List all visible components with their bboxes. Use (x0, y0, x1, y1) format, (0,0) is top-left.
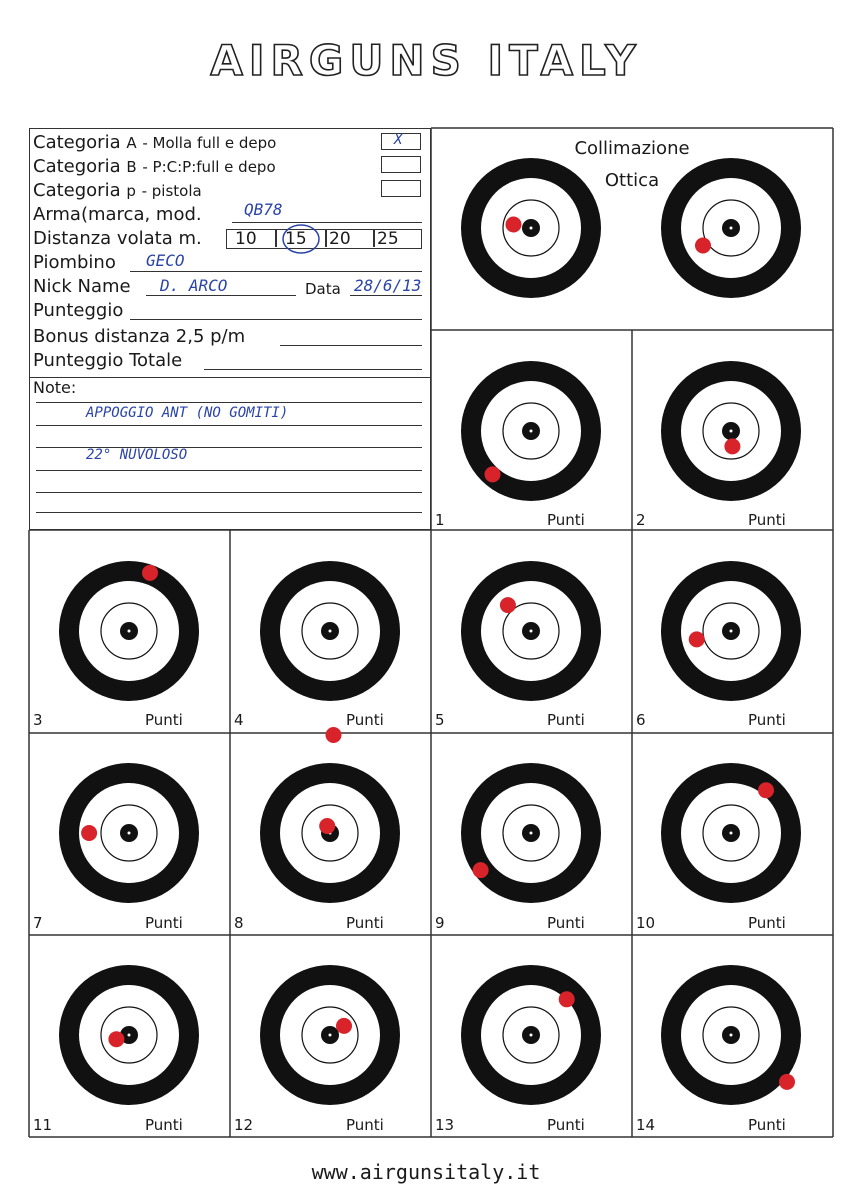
points-label: Punti (145, 711, 183, 729)
points-label: Punti (346, 1116, 384, 1134)
stray-shot-hit (326, 727, 342, 743)
points-label: Punti (748, 1116, 786, 1134)
target-number: 4 (234, 711, 244, 729)
shot-hit (724, 438, 740, 454)
categoria-label: Categoria (33, 180, 121, 201)
target-center-dot (730, 630, 733, 633)
ottica-title: Ottica (604, 170, 660, 191)
target-number: 12 (234, 1116, 254, 1134)
target-center-dot (530, 1034, 533, 1037)
cat-b-text: - P:C:P:full e depo (142, 158, 276, 176)
target-center-dot (329, 1034, 332, 1037)
target-number: 6 (636, 711, 646, 729)
target-center-dot (530, 630, 533, 633)
points-label: Punti (748, 511, 786, 529)
target-center-dot (730, 227, 733, 230)
cat-p-text: - pistola (141, 182, 202, 200)
shot-hit (559, 991, 575, 1007)
points-label: Punti (346, 711, 384, 729)
score-target (59, 763, 199, 903)
distance-20[interactable]: 20 (329, 229, 351, 249)
sighting-target (461, 158, 601, 298)
points-label: Punti (547, 711, 585, 729)
shot-hit (779, 1074, 795, 1090)
target-number: 13 (435, 1116, 455, 1134)
logo-title: AIRGUNS ITALY (210, 36, 642, 85)
piombino-value[interactable]: GECO (146, 251, 185, 270)
piombino-label: Piombino (33, 252, 116, 273)
target-number: 3 (33, 711, 43, 729)
totale-label: Punteggio Totale (33, 350, 183, 371)
cat-a-mark: X (394, 132, 403, 148)
categoria-label: Categoria (33, 156, 121, 177)
target-number: 8 (234, 914, 244, 932)
punteggio-label: Punteggio (33, 300, 124, 321)
footer-url[interactable]: www.airgunsitaly.it (311, 1160, 541, 1184)
points-label: Punti (346, 914, 384, 932)
score-target (461, 763, 601, 903)
target-center-dot (530, 832, 533, 835)
nick-label: Nick Name (33, 276, 131, 297)
points-label: Punti (748, 711, 786, 729)
shot-hit (473, 862, 489, 878)
target-number: 1 (435, 511, 445, 529)
cat-a-text: - Molla full e depo (142, 134, 277, 152)
points-label: Punti (145, 914, 183, 932)
score-target (461, 561, 601, 701)
note-line-1[interactable]: APPOGGIO ANT (NO GOMITI) (86, 405, 289, 421)
target-number: 10 (636, 914, 656, 932)
data-label: Data (305, 280, 341, 298)
sighting-hit (506, 217, 522, 233)
score-target (59, 561, 199, 701)
shot-hit (485, 466, 501, 482)
arma-value[interactable]: QB78 (244, 200, 283, 219)
target-center-dot (128, 832, 131, 835)
note-label: Note: (33, 378, 77, 397)
points-label: Punti (547, 511, 585, 529)
target-center-dot (329, 630, 332, 633)
score-target (661, 361, 801, 501)
distanza-label: Distanza volata m. (33, 228, 202, 249)
target-number: 5 (435, 711, 445, 729)
target-center-dot (128, 630, 131, 633)
cat-p-letter: p (126, 182, 136, 200)
sighting-hit (695, 238, 711, 254)
shot-hit (108, 1031, 124, 1047)
points-label: Punti (145, 1116, 183, 1134)
data-value[interactable]: 28/6/13 (354, 276, 422, 295)
target-center-dot (730, 430, 733, 433)
target-number: 11 (33, 1116, 53, 1134)
distance-15[interactable]: 15 (285, 229, 307, 249)
note-line-2[interactable]: 22° NUVOLOSO (86, 447, 188, 463)
target-number: 7 (33, 914, 43, 932)
target-center-dot (530, 430, 533, 433)
score-target (661, 763, 801, 903)
distance-25[interactable]: 25 (377, 229, 399, 249)
target-number: 14 (636, 1116, 656, 1134)
shot-hit (142, 565, 158, 581)
categoria-label: Categoria (33, 132, 121, 153)
arma-label: Arma(marca, mod. (33, 204, 202, 225)
sighting-target (661, 158, 801, 298)
target-center-dot (730, 1034, 733, 1037)
shot-hit (81, 825, 97, 841)
points-label: Punti (547, 914, 585, 932)
bonus-label: Bonus distanza 2,5 p/m (33, 326, 246, 347)
score-target (461, 965, 601, 1105)
shot-hit (319, 818, 335, 834)
points-label: Punti (748, 914, 786, 932)
score-target (661, 561, 801, 701)
score-target (59, 965, 199, 1105)
distance-10[interactable]: 10 (235, 229, 257, 249)
target-center-dot (530, 227, 533, 230)
target-number: 9 (435, 914, 445, 932)
target-center-dot (730, 832, 733, 835)
score-target (260, 965, 400, 1105)
target-center-dot (128, 1034, 131, 1037)
shot-hit (689, 631, 705, 647)
target-number: 2 (636, 511, 646, 529)
shot-hit (500, 597, 516, 613)
points-label: Punti (547, 1116, 585, 1134)
cat-a-letter: A (126, 134, 137, 152)
score-target (461, 361, 601, 501)
nick-value[interactable]: D. ARCO (160, 276, 228, 295)
collimazione-title: Collimazione (574, 138, 690, 159)
shot-hit (336, 1018, 352, 1034)
cat-b-letter: B (126, 158, 137, 176)
score-target (260, 561, 400, 701)
shot-hit (758, 782, 774, 798)
